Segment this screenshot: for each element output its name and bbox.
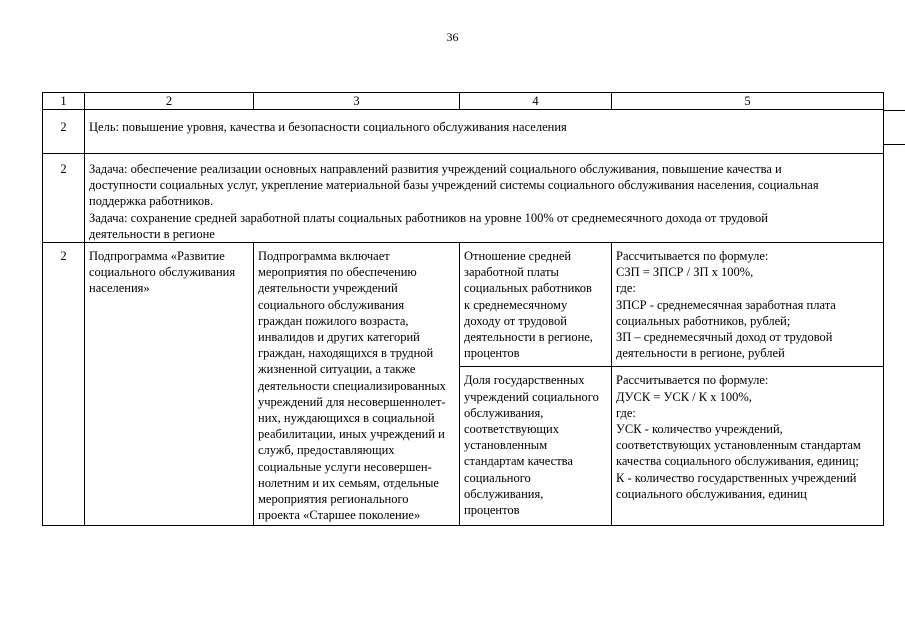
table-edge-tick <box>883 110 905 111</box>
task-line: Задача: сохранение средней заработной платы социальных работников на уровне 100% от среднемесячного дохода от трудовой <box>89 210 768 225</box>
formula-line: деятельности в регионе, рублей <box>616 346 785 361</box>
description-line: жизненной ситуации, а также <box>258 362 416 377</box>
formula-line: где: <box>616 405 636 420</box>
indicators-table <box>42 92 884 526</box>
goal-row <box>43 110 884 154</box>
header-col-3: 3 <box>254 93 460 110</box>
task-row <box>43 154 884 243</box>
header-col-4: 4 <box>460 93 612 110</box>
formula-line: социального обслуживания, единиц <box>616 486 807 501</box>
task-line: доступности социальных услуг, укрепление материальной базы учреждений системы социального обслуживания населения, социальная <box>89 178 819 193</box>
description-line: социальные услуги несовершен- <box>258 459 432 474</box>
indicator-line: деятельности в регионе, <box>464 330 593 345</box>
description-line: мероприятия регионального <box>258 492 409 507</box>
description-line: проекта «Старшее поколение» <box>258 508 421 523</box>
formula-line: ЗП – среднемесячный доход от трудовой <box>616 330 833 345</box>
subprogram-line: социального обслуживания <box>89 265 236 280</box>
formula-line: СЗП = ЗПСР / ЗП х 100%, <box>616 265 754 280</box>
indicator-line: социальных работников <box>464 281 592 296</box>
indicator-line: стандартам качества <box>464 454 573 469</box>
program-row-number: 2 <box>43 243 85 526</box>
formula-line: ДУСК = УСК / К х 100%, <box>616 389 752 404</box>
description-line: реабилитации, иных учреждений и <box>258 427 445 442</box>
indicator-1-name <box>460 243 612 367</box>
task-line: поддержка работников. <box>89 194 214 209</box>
indicator-line: Доля государственных <box>464 373 585 388</box>
description-line: граждан пожилого возраста, <box>258 313 409 328</box>
formula-line: соответствующих установленным стандартам <box>616 438 861 453</box>
program-row-1 <box>43 243 884 367</box>
indicator-line: обслуживания, <box>464 405 544 420</box>
indicator-line: доходу от трудовой <box>464 313 567 328</box>
description-line: Подпрограмма включает <box>258 249 390 264</box>
formula-line: социальных работников, рублей; <box>616 313 791 328</box>
formula-line: качества социального обслуживания, единиц; <box>616 454 859 469</box>
description-line: деятельности специализированных <box>258 378 446 393</box>
header-row <box>43 93 884 110</box>
goal-text: Цель: повышение уровня, качества и безопасности социального обслуживания населения <box>85 110 884 154</box>
description-line: инвалидов и других категорий <box>258 330 420 345</box>
formula-line: Рассчитывается по формуле: <box>616 249 769 264</box>
description-line: мероприятия по обеспечению <box>258 265 417 280</box>
description-line: граждан, находящихся в трудной <box>258 346 434 361</box>
indicator-2-name <box>460 367 612 526</box>
subprogram-line: Подпрограмма «Развитие <box>89 249 225 264</box>
formula-line: К - количество государственных учреждений <box>616 470 857 485</box>
table-edge-tick <box>883 144 905 145</box>
indicator-line: заработной платы <box>464 265 559 280</box>
subprogram-description <box>254 243 460 526</box>
task-text <box>85 154 884 243</box>
indicator-1-formula <box>612 243 884 367</box>
indicator-2-formula <box>612 367 884 526</box>
indicator-line: социального <box>464 470 531 485</box>
task-line: Задача: обеспечение реализации основных направлений развития учреждений социального обслуживания, повышение качества и <box>89 162 782 176</box>
formula-line: Рассчитывается по формуле: <box>616 373 769 388</box>
header-col-2: 2 <box>85 93 254 110</box>
indicator-line: Отношение средней <box>464 249 572 264</box>
description-line: служб, предоставляющих <box>258 443 395 458</box>
indicator-line: к среднемесячному <box>464 297 568 312</box>
task-line: деятельности в регионе <box>89 226 215 241</box>
indicator-line: обслуживания, <box>464 486 544 501</box>
subprogram-name <box>85 243 254 526</box>
header-col-1: 1 <box>43 93 85 110</box>
description-line: деятельности учреждений <box>258 281 398 296</box>
task-row-number: 2 <box>43 154 85 243</box>
indicator-line: процентов <box>464 503 520 518</box>
description-line: них, нуждающихся в социальной <box>258 411 435 426</box>
indicator-line: установленным <box>464 438 548 453</box>
subprogram-line: населения» <box>89 281 150 296</box>
header-col-5: 5 <box>612 93 884 110</box>
indicator-line: соответствующих <box>464 422 559 437</box>
indicator-line: учреждений социального <box>464 389 599 404</box>
description-line: социального обслуживания <box>258 297 405 312</box>
formula-line: УСК - количество учреждений, <box>616 422 783 437</box>
page-number: 36 <box>446 30 459 44</box>
indicator-line: процентов <box>464 346 520 361</box>
goal-row-number: 2 <box>43 110 85 154</box>
description-line: нолетним и их семьям, отдельные <box>258 475 439 490</box>
description-line: учреждений для несовершеннолет- <box>258 394 446 409</box>
formula-line: где: <box>616 281 636 296</box>
formula-line: ЗПСР - среднемесячная заработная плата <box>616 297 836 312</box>
